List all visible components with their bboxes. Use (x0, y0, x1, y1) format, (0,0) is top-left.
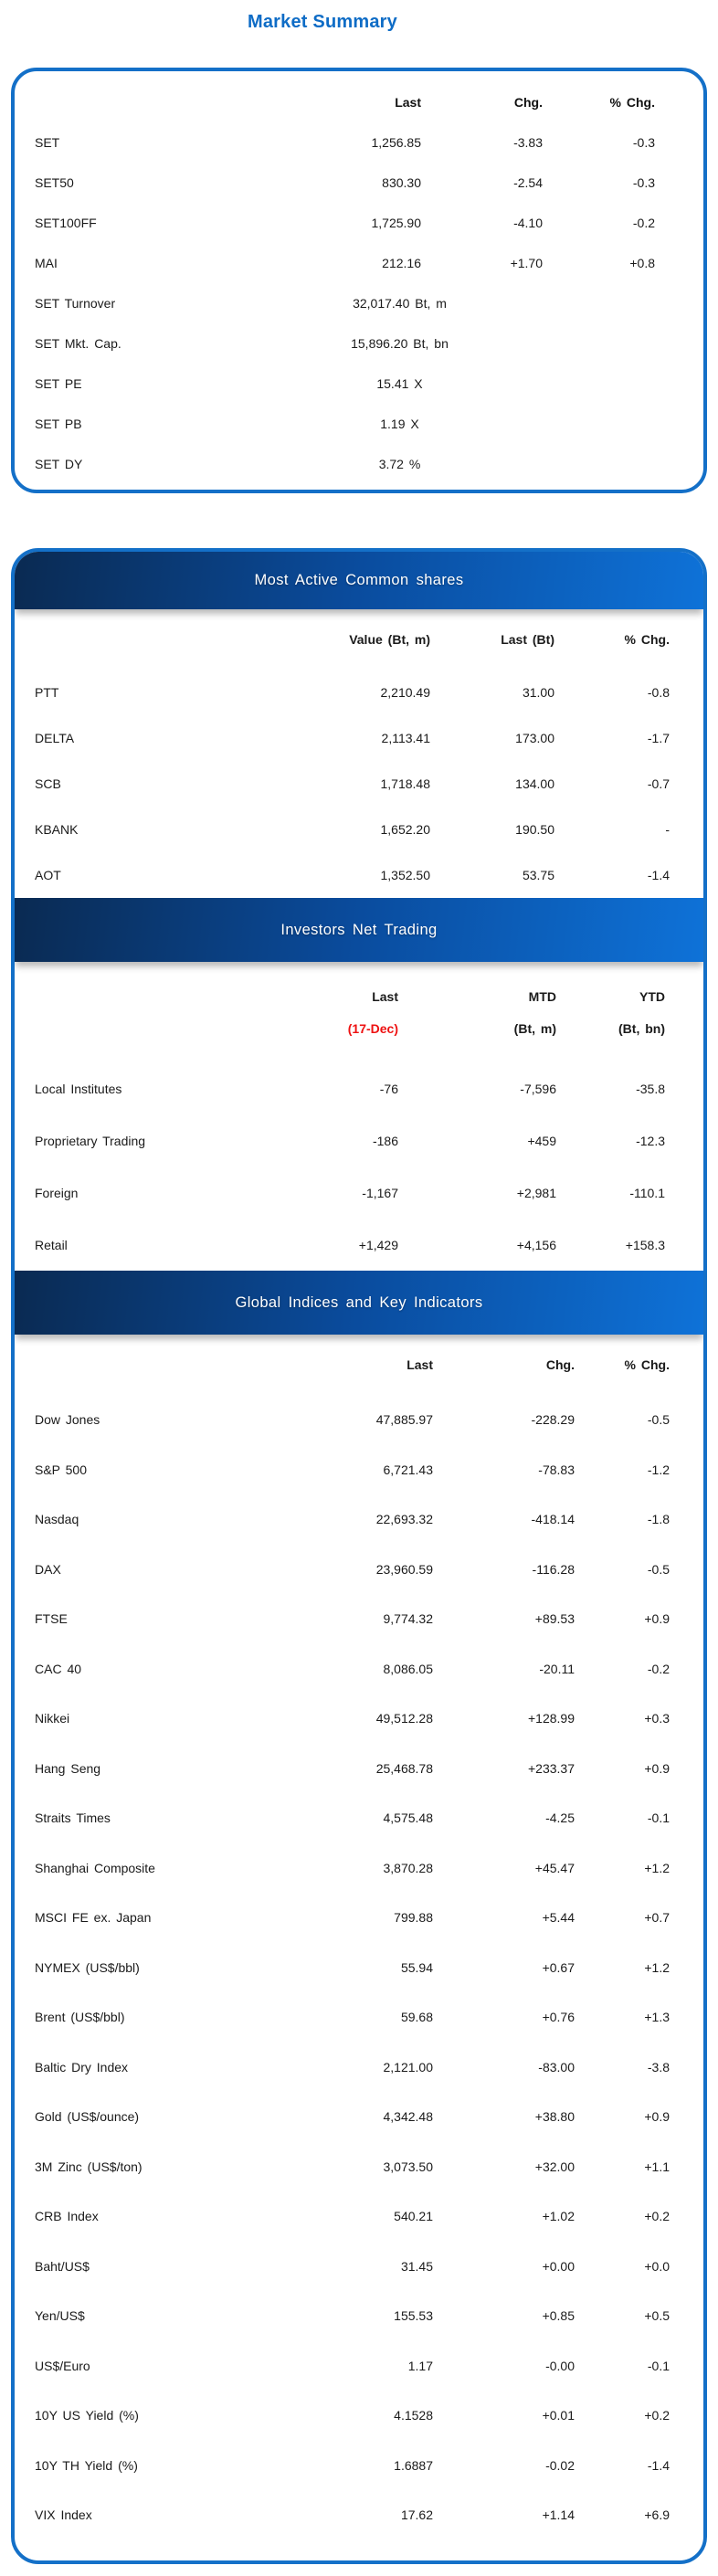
row-value-pct: -0.8 (647, 685, 670, 700)
row-value: 15,896.20 Bt, bn (351, 336, 449, 351)
row-value-pct: -12.3 (636, 1133, 665, 1148)
row-value-chg: -0.02 (545, 2457, 575, 2473)
page-title: Market Summary (248, 12, 397, 32)
row-label: Nasdaq (35, 1512, 79, 1527)
row-value-last: 155.53 (394, 2308, 433, 2324)
row-value-pct: +0.2 (644, 2408, 670, 2423)
row-label: MSCI FE ex. Japan (35, 1910, 152, 1926)
row-value: 3.72 % (378, 457, 421, 471)
column-header-date: (17-Dec) (347, 1020, 398, 1036)
table-row (15, 404, 703, 444)
row-value-chg: +0.76 (542, 2010, 575, 2025)
row-value-pct: +1.3 (644, 2010, 670, 2025)
row-value-pct: -0.5 (647, 1412, 670, 1428)
row-value-last: 830.30 (382, 175, 421, 190)
row-value-last: 4,342.48 (383, 2109, 433, 2125)
table-row (15, 2043, 703, 2093)
table-row (15, 1843, 703, 1894)
table-row (15, 283, 703, 323)
row-value-pct: -0.1 (647, 2358, 670, 2373)
row-value-pct: +0.3 (644, 1711, 670, 1726)
row-label: 10Y US Yield (%) (35, 2408, 139, 2423)
column-header-last (234, 989, 398, 1036)
row-value-chg: +0.67 (542, 1959, 575, 1975)
column-header-pct-chg: % Chg. (609, 95, 655, 110)
most-active-header-row (15, 609, 703, 670)
table-row (15, 163, 703, 203)
row-value-chg: -7,596 (520, 1081, 556, 1096)
table-row (15, 1893, 703, 1943)
column-header-value: Value (Bt, m) (349, 632, 430, 647)
row-label: KBANK (35, 822, 79, 837)
row-value-pct: -0.1 (647, 1811, 670, 1826)
global-indices-header-row (15, 1335, 703, 1395)
row-value-chg: +459 (527, 1133, 556, 1148)
row-value-last: 47,885.97 (375, 1412, 433, 1428)
row-value-last: 1.6887 (394, 2457, 433, 2473)
table-row (15, 1744, 703, 1794)
row-value-chg: -83.00 (538, 2059, 575, 2075)
row-value-chg: 173.00 (515, 731, 554, 745)
row-value-chg: +45.47 (534, 1860, 575, 1875)
row-label: Shanghai Composite (35, 1860, 155, 1875)
table-row (15, 1395, 703, 1445)
column-header-chg: Chg. (513, 95, 543, 110)
table-row (15, 715, 703, 761)
row-value-last: 2,121.00 (383, 2059, 433, 2075)
row-label: MAI (35, 256, 58, 270)
row-value-last: 1,718.48 (380, 776, 430, 791)
global-indices-rows (15, 1395, 703, 2560)
row-value-last: 31.45 (400, 2258, 433, 2274)
row-value-chg: +128.99 (528, 1711, 575, 1726)
row-value-chg: -4.25 (545, 1811, 575, 1826)
row-label: S&P 500 (35, 1462, 88, 1477)
section-title: Global Indices and Key Indicators (235, 1293, 483, 1311)
row-label: FTSE (35, 1611, 68, 1627)
section-header-investors (15, 898, 703, 962)
row-label: PTT (35, 685, 59, 700)
table-row (15, 1545, 703, 1595)
table-row (15, 2092, 703, 2142)
row-value-last: 3,073.50 (383, 2159, 433, 2174)
row-value-last: 2,113.41 (381, 731, 430, 745)
row-value-pct: -1.7 (647, 731, 670, 745)
row-value-pct: -35.8 (636, 1081, 665, 1096)
table-row (15, 1219, 703, 1271)
column-header-unit: (Bt, m) (513, 1020, 556, 1036)
row-value-last: 3,870.28 (383, 1860, 433, 1875)
row-value-pct: -0.2 (647, 1661, 670, 1676)
investors-header-row (15, 962, 703, 1062)
column-header-ytd (556, 989, 665, 1036)
row-label: SET Mkt. Cap. (35, 336, 121, 351)
table-row (15, 670, 703, 715)
row-value-chg: 53.75 (522, 868, 554, 882)
column-header-pct-chg: % Chg. (624, 632, 670, 647)
table-row (15, 2490, 703, 2540)
table-row (15, 1793, 703, 1843)
table-row (15, 364, 703, 404)
table-row (15, 2291, 703, 2341)
row-label: Proprietary Trading (35, 1133, 146, 1148)
row-value-last: 17.62 (400, 2507, 433, 2523)
row-value-chg: -116.28 (532, 1561, 575, 1577)
row-value-chg: -418.14 (531, 1512, 575, 1527)
row-value-last: 55.94 (400, 1959, 433, 1975)
row-value-pct: -0.3 (632, 175, 655, 190)
row-value-last: -76 (379, 1081, 398, 1096)
row-label: CRB Index (35, 2209, 99, 2224)
row-label: Straits Times (35, 1811, 111, 1826)
section-header-most-active (15, 552, 703, 609)
row-value-pct: +1.1 (644, 2159, 670, 2174)
row-value-chg: +5.44 (542, 1910, 575, 1926)
row-value-pct: +0.0 (644, 2258, 670, 2274)
table-row (15, 2341, 703, 2391)
table-row (15, 1445, 703, 1495)
table-row (15, 1167, 703, 1219)
row-value-last: 59.68 (400, 2010, 433, 2025)
column-header-last: Last (395, 95, 421, 110)
row-value-last: 212.16 (382, 256, 421, 270)
row-value-pct: +6.9 (644, 2507, 670, 2523)
row-value-last: 1,725.90 (371, 216, 421, 230)
row-value: 1.19 X (380, 417, 419, 431)
row-value-chg: +0.00 (542, 2258, 575, 2274)
row-label: VIX Index (35, 2507, 92, 2523)
table-row (15, 203, 703, 243)
details-panel (11, 548, 707, 2564)
table-row (15, 1694, 703, 1744)
row-label: Nikkei (35, 1711, 70, 1726)
row-value-last: 25,468.78 (375, 1760, 433, 1776)
row-label: CAC 40 (35, 1661, 82, 1676)
column-header-last: Last (407, 1357, 433, 1372)
row-value-chg: -228.29 (531, 1412, 575, 1428)
row-value-pct: -0.5 (647, 1561, 670, 1577)
table-row (15, 444, 703, 484)
market-summary-panel (11, 68, 707, 493)
table-row (15, 2242, 703, 2292)
table-row (15, 852, 703, 898)
row-value-chg: +0.85 (542, 2308, 575, 2324)
table-row (15, 1644, 703, 1694)
table-row (15, 1943, 703, 1993)
row-label: SET Turnover (35, 296, 116, 311)
row-value-last: 2,210.49 (380, 685, 430, 700)
table-row (15, 1114, 703, 1167)
row-value-chg: +233.37 (528, 1760, 575, 1776)
row-value-pct: +158.3 (625, 1237, 665, 1252)
row-label: Yen/US$ (35, 2308, 85, 2324)
row-label: SET50 (35, 175, 74, 190)
investors-rows (15, 1062, 703, 1271)
market-summary-header-row (15, 82, 703, 122)
row-value-last: 22,693.32 (375, 1512, 433, 1527)
row-value-chg: -3.83 (513, 135, 543, 150)
row-value-last: +1,429 (358, 1237, 398, 1252)
table-row (15, 2441, 703, 2491)
table-row (15, 761, 703, 807)
row-label: Dow Jones (35, 1412, 100, 1428)
row-value-chg: +32.00 (534, 2159, 575, 2174)
row-value-chg: +1.02 (542, 2209, 575, 2224)
row-label: US$/Euro (35, 2358, 90, 2373)
row-value-pct: +1.2 (644, 1959, 670, 1975)
row-value-last: 1,652.20 (380, 822, 430, 837)
section-title: Investors Net Trading (280, 921, 438, 938)
row-value-pct: -0.2 (632, 216, 655, 230)
row-label: Foreign (35, 1185, 79, 1200)
column-header-chg: Chg. (545, 1357, 575, 1372)
column-header-label: YTD (639, 988, 665, 1004)
row-label: Baltic Dry Index (35, 2059, 129, 2075)
section-title: Most Active Common shares (254, 572, 464, 588)
row-label: Local Institutes (35, 1081, 122, 1096)
row-value-chg: 190.50 (515, 822, 554, 837)
column-header-label: Last (372, 988, 398, 1004)
row-label: Baht/US$ (35, 2258, 90, 2274)
row-label: Hang Seng (35, 1760, 101, 1776)
row-value-pct: -110.1 (629, 1185, 665, 1200)
row-value-last: 1,352.50 (380, 868, 430, 882)
column-header-label: MTD (528, 988, 556, 1004)
row-value-last: 540.21 (394, 2209, 433, 2224)
row-value-chg: -20.11 (539, 1661, 575, 1676)
section-header-global-indices (15, 1271, 703, 1335)
row-value-chg: +1.70 (510, 256, 543, 270)
row-value-chg: -2.54 (513, 175, 543, 190)
row-value-chg: -4.10 (513, 216, 543, 230)
row-value: 32,017.40 Bt, m (353, 296, 447, 311)
table-row (15, 807, 703, 852)
row-value-last: 49,512.28 (375, 1711, 433, 1726)
row-label: Retail (35, 1237, 68, 1252)
table-row (15, 1992, 703, 2043)
row-value-last: 9,774.32 (383, 1611, 433, 1627)
row-value-chg: +4,156 (516, 1237, 556, 1252)
row-value-pct: +1.2 (644, 1860, 670, 1875)
table-row (15, 2142, 703, 2192)
row-label: Gold (US$/ounce) (35, 2109, 140, 2125)
row-value-chg: +2,981 (516, 1185, 556, 1200)
row-label: SET DY (35, 457, 83, 471)
row-label: Brent (US$/bbl) (35, 2010, 125, 2025)
column-header-last: Last (Bt) (501, 632, 554, 647)
row-label: SCB (35, 776, 61, 791)
row-value-last: -186 (372, 1133, 398, 1148)
row-value-chg: +0.01 (542, 2408, 575, 2423)
table-row (15, 323, 703, 364)
row-label: 10Y TH Yield (%) (35, 2457, 138, 2473)
table-row (15, 1494, 703, 1545)
row-value-pct: +0.7 (644, 1910, 670, 1926)
row-value-last: 1,256.85 (371, 135, 421, 150)
row-value-pct: -0.7 (647, 776, 670, 791)
table-row (15, 243, 703, 283)
row-label: 3M Zinc (US$/ton) (35, 2159, 143, 2174)
row-label: SET PB (35, 417, 82, 431)
row-value-last: 1.17 (407, 2358, 433, 2373)
table-row (15, 2191, 703, 2242)
table-row (15, 1594, 703, 1644)
row-value-chg: +38.80 (534, 2109, 575, 2125)
row-value-last: 8,086.05 (383, 1661, 433, 1676)
column-header-unit: (Bt, bn) (618, 1020, 665, 1036)
row-value: 15.41 X (376, 376, 423, 391)
row-label: SET (35, 135, 60, 150)
table-row (15, 122, 703, 163)
row-value-last: 4.1528 (394, 2408, 433, 2423)
row-value-chg: 134.00 (515, 776, 554, 791)
row-value-last: -1,167 (362, 1185, 398, 1200)
row-label: SET PE (35, 376, 82, 391)
row-value-pct: +0.9 (644, 1760, 670, 1776)
most-active-rows (15, 670, 703, 898)
market-summary-rows (15, 122, 703, 484)
row-value-pct: -3.8 (647, 2059, 670, 2075)
row-value-chg: 31.00 (522, 685, 554, 700)
row-value-last: 799.88 (394, 1910, 433, 1926)
column-header-pct-chg: % Chg. (624, 1357, 670, 1372)
row-value-pct: -1.4 (647, 868, 670, 882)
row-label: NYMEX (US$/bbl) (35, 1959, 140, 1975)
row-label: AOT (35, 868, 61, 882)
row-label: DELTA (35, 731, 75, 745)
row-value-pct: -1.2 (647, 1462, 670, 1477)
table-row (15, 1062, 703, 1114)
row-value-pct: - (665, 822, 670, 837)
row-value-pct: +0.9 (644, 2109, 670, 2125)
row-value-chg: -0.00 (545, 2358, 575, 2373)
row-value-pct: +0.2 (644, 2209, 670, 2224)
row-value-last: 23,960.59 (375, 1561, 433, 1577)
row-label: SET100FF (35, 216, 97, 230)
row-value-pct: -1.8 (647, 1512, 670, 1527)
row-value-chg: +1.14 (542, 2507, 575, 2523)
row-label: DAX (35, 1561, 61, 1577)
row-value-pct: +0.5 (644, 2308, 670, 2324)
row-value-chg: -78.83 (538, 1462, 575, 1477)
table-row (15, 2391, 703, 2441)
row-value-last: 6,721.43 (383, 1462, 433, 1477)
column-header-mtd (398, 989, 556, 1036)
row-value-pct: +0.8 (629, 256, 655, 270)
row-value-pct: -1.4 (647, 2457, 670, 2473)
row-value-chg: +89.53 (534, 1611, 575, 1627)
row-value-pct: +0.9 (644, 1611, 670, 1627)
row-value-pct: -0.3 (632, 135, 655, 150)
row-value-last: 4,575.48 (383, 1811, 433, 1826)
